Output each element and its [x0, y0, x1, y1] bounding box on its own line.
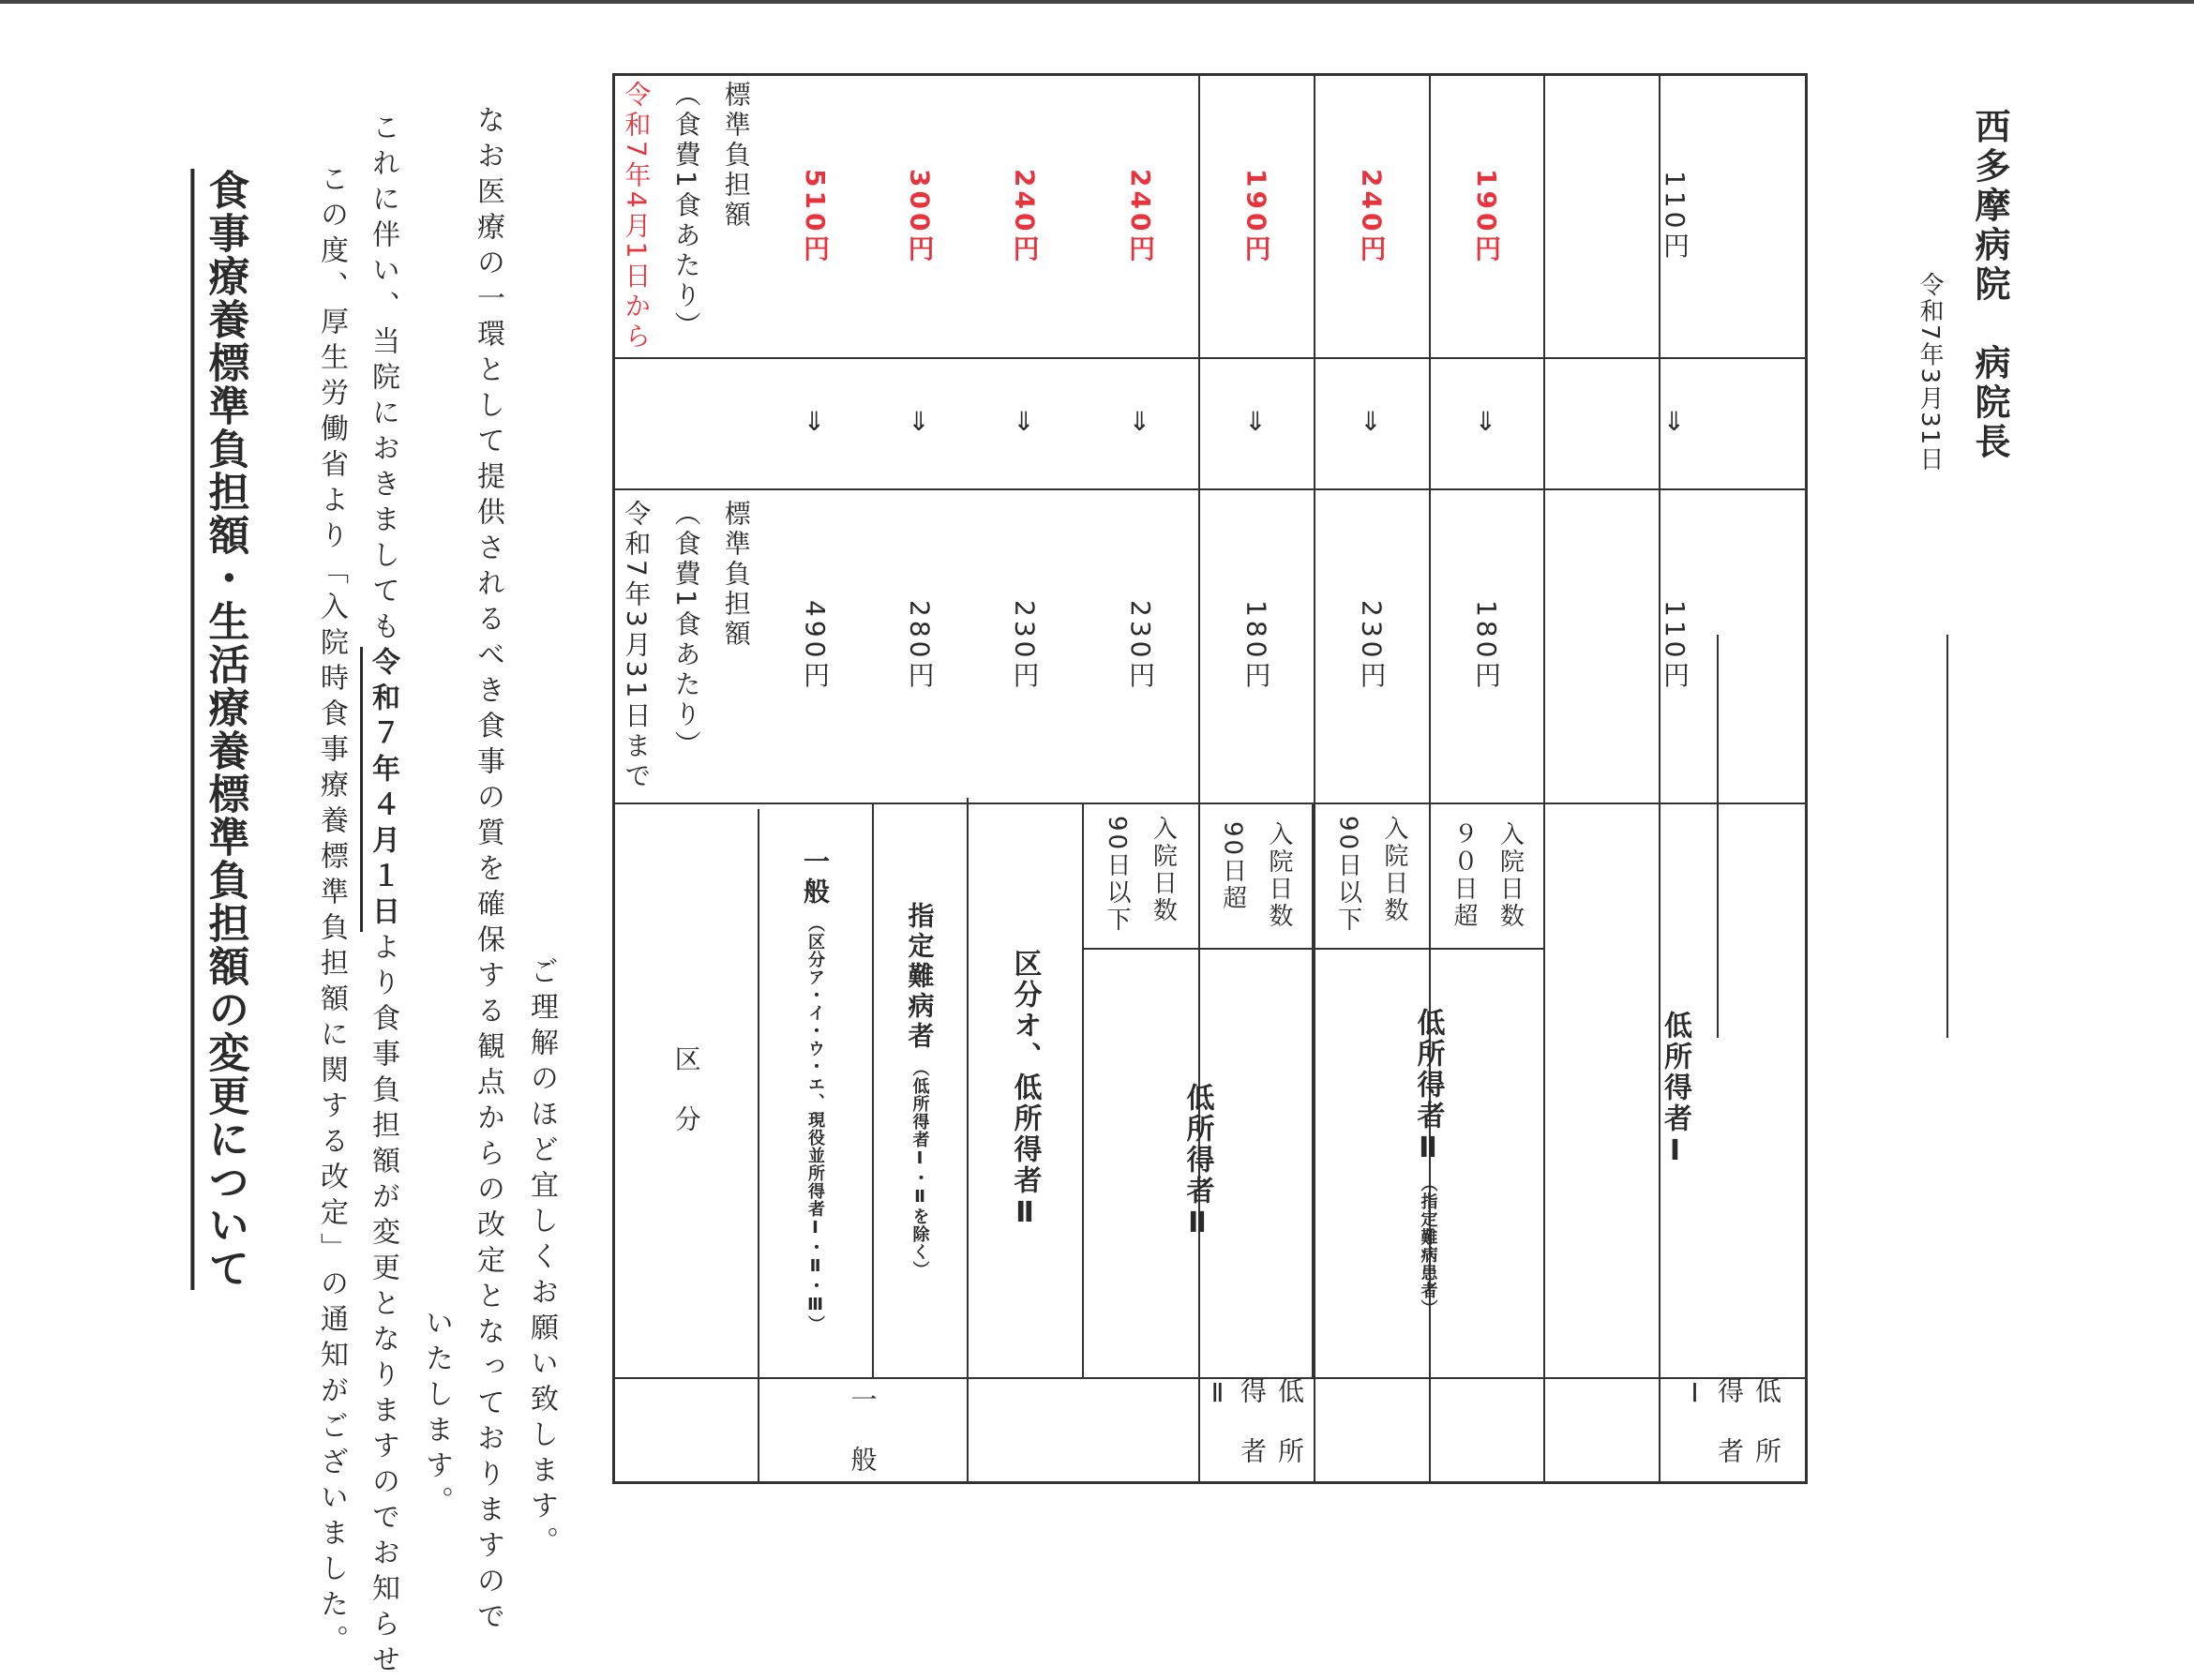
old-value: 280円 [904, 599, 936, 692]
arrow-icon: ⇒ [1659, 410, 1691, 436]
old-value: 180円 [1240, 599, 1272, 692]
signature: 西多摩病院 病院長 [1969, 108, 2010, 462]
row-low2-b-label: 低所得者Ⅱ （指定難病患者） [1411, 1008, 1445, 1317]
row-low1-label: 低所得者Ⅰ [1659, 1010, 1691, 1170]
new-value: 240円 [1009, 168, 1041, 265]
page-title: 食事療養標準負担額・生活療養標準負担額の変更について [201, 169, 249, 1290]
issue-date: 令和7年3月31日 [1916, 272, 1944, 473]
arrow-icon: ⇒ [1124, 410, 1156, 436]
row-general-label: 一般 （区分ア・イ・ウ・エ、現役並所得者Ⅰ・Ⅱ・Ⅲ） [800, 847, 831, 1333]
old-value: 180円 [1471, 599, 1502, 692]
new-value: 190円 [1471, 168, 1502, 265]
arrow-icon: ⇒ [799, 410, 831, 436]
arrow-icon: ⇒ [904, 410, 935, 436]
new-value: 240円 [1356, 168, 1388, 265]
group-low-income-1: 低 所 得 者 Ⅰ [1679, 1377, 1782, 1497]
col-line [872, 802, 874, 1377]
body-line-4: なお医療の一環として提供されるべき食事の質を確保する観点からの改定となっておりますので [472, 105, 504, 1637]
old-value: 230円 [1356, 599, 1388, 692]
old-value: 110円 [1660, 599, 1691, 692]
group-low-income-2: 低 所 得 者 Ⅱ [1202, 1377, 1305, 1497]
fee-table [612, 73, 1808, 1497]
header-new: 標準負担額 （食費1食あたり） 令和7年4月1日から [621, 81, 752, 352]
page-top-border [0, 0, 2194, 4]
body-line-3: いたします。 [420, 1308, 453, 1522]
arrow-icon: ⇒ [1240, 410, 1271, 436]
new-value: 510円 [800, 168, 831, 265]
old-value: 490円 [800, 599, 831, 692]
header-category: 区 分 [670, 1044, 702, 1135]
arrow-icon: ⇒ [1009, 410, 1040, 436]
days-cell: 入院日数 90日超 [1218, 820, 1293, 930]
new-value: 190円 [1240, 168, 1272, 265]
new-value: 300円 [904, 168, 936, 265]
body-line-5: ご理解のほど宜しくお願い致します。 [525, 956, 558, 1562]
old-value: 230円 [1125, 599, 1156, 692]
body-line-1: この度、厚生労働省より「入院時食事療養標準負担額に関する改定」の通知がございました。 [315, 164, 348, 1660]
header-old: 標準負担額 （食費1食あたり） 令和7年3月31日まで [621, 499, 752, 792]
sub-col-line [1946, 635, 1948, 1038]
body-line-2: これに伴い、当院におきましても令和７年４月１日より食事負担額が変更となりますのでお知らせ [367, 112, 399, 1680]
new-value: 240円 [1125, 168, 1156, 265]
days-cell: 入院日数 90日以下 [1333, 816, 1408, 935]
arrow-icon: ⇒ [1356, 410, 1387, 436]
row-kubun-o-label: 区分オ、低所得者Ⅱ [1008, 948, 1042, 1232]
days-cell: 入院日数 ９０日超 [1450, 820, 1525, 930]
effective-date-highlight: 令和７年４月１日 [367, 647, 399, 932]
days-cell: 入院日数 90日以下 [1103, 816, 1178, 935]
arrow-icon: ⇒ [1470, 410, 1502, 436]
row-intractable-label: 指定難病者 （低所得者Ⅰ・Ⅱを除く） [904, 901, 936, 1279]
row-line [1082, 948, 1543, 950]
group-general: 一 般 [847, 1386, 879, 1476]
row-low2-a-label: 低所得者Ⅱ [1180, 1083, 1214, 1242]
old-value: 230円 [1009, 599, 1041, 692]
new-value: 110円 [1660, 171, 1691, 262]
